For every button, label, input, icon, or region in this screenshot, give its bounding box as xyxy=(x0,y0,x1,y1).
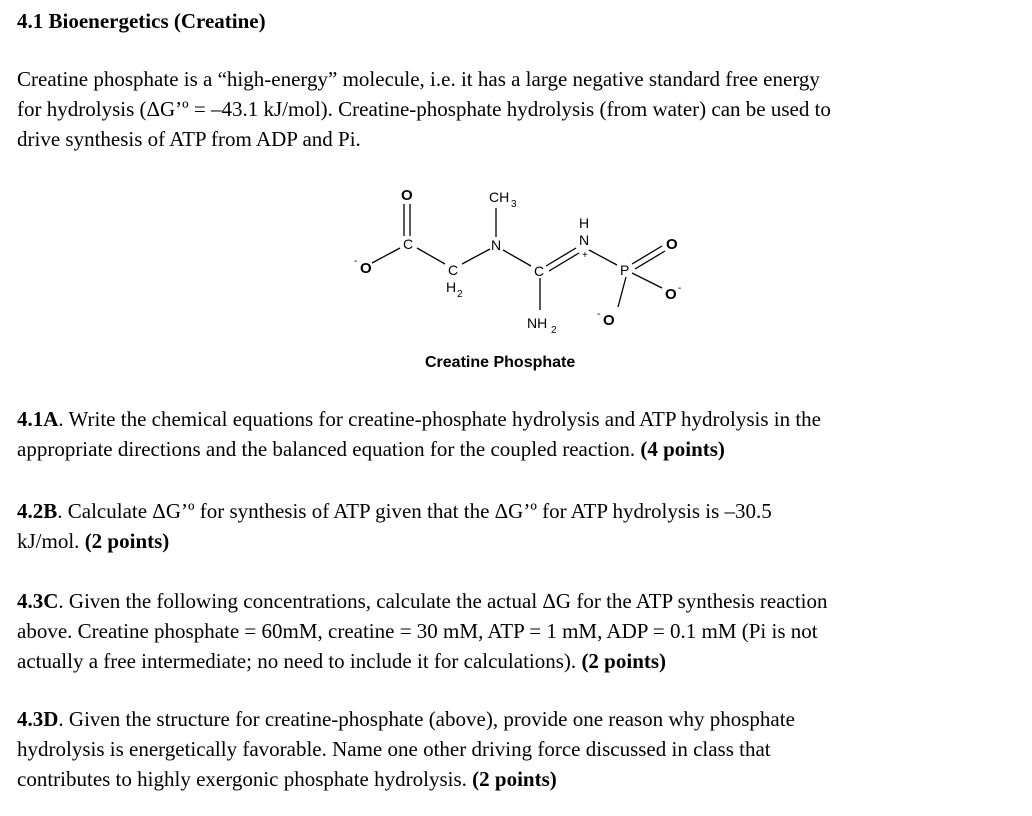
methyl-group: CH xyxy=(489,189,510,205)
question-d-line-2: hydrolysis is energetically favorable. Name one other driving force discussed in class that xyxy=(17,737,771,761)
phosphate-charge-bottom: - xyxy=(597,309,601,320)
question-a-label: 4.1A xyxy=(17,407,59,431)
question-a-points: (4 points) xyxy=(640,437,725,461)
question-c-text-3: actually a free intermediate; no need to include it for calculations). xyxy=(17,649,577,673)
intro-paragraph xyxy=(17,64,1027,154)
question-d-points: (2 points) xyxy=(472,767,557,791)
creatine-phosphate-structure xyxy=(330,180,710,375)
question-d-label: 4.3D xyxy=(17,707,59,731)
phosphate-oxygen-bottom: O xyxy=(603,312,615,329)
question-d-line-1 xyxy=(17,704,1027,734)
intro-line-2: for hydrolysis (ΔG’º = –43.1 kJ/mol). Creatine-phosphate hydrolysis (from water) can be used to xyxy=(17,97,831,121)
bond-ch2-n xyxy=(462,249,490,264)
question-a-text-1: . Write the chemical equations for creatine-phosphate hydrolysis and ATP hydrolysis in the xyxy=(58,407,821,431)
carbonyl-oxygen: O xyxy=(401,187,413,204)
question-c-line-3 xyxy=(17,646,1027,676)
question-c-line-2: above. Creatine phosphate = 60mM, creatine = 30 mM, ATP = 1 mM, ADP = 0.1 mM (Pi is not xyxy=(17,619,818,643)
question-4-3c xyxy=(17,586,1027,676)
imine-nitrogen: N xyxy=(579,232,590,248)
section-title: 4.1 Bioenergetics (Creatine) xyxy=(17,9,266,33)
question-b-line-2 xyxy=(17,526,1027,556)
question-4-2b xyxy=(17,496,1027,556)
question-c-points: (2 points) xyxy=(581,649,667,673)
bond-lines xyxy=(372,204,665,310)
bond-n-c xyxy=(503,250,531,266)
bond-n-p xyxy=(589,250,617,265)
question-c-line-1 xyxy=(17,586,1027,616)
methylene-carbon: C xyxy=(448,262,459,278)
methylene-subscript: 2 xyxy=(457,289,463,300)
imine-hydrogen: H xyxy=(579,215,590,231)
imine-charge: + xyxy=(582,250,588,261)
question-b-text-2: kJ/mol. xyxy=(17,529,80,553)
amino-group: NH xyxy=(527,315,548,331)
carbonyl-carbon: C xyxy=(403,236,414,252)
question-4-1a xyxy=(17,404,1027,464)
bond-p-o-right xyxy=(632,273,662,288)
phosphate-oxygen-right: O xyxy=(665,286,677,303)
methylene-hydrogen: H xyxy=(446,279,457,295)
phosphoryl-oxygen: O xyxy=(666,236,678,253)
question-c-text-1: . Given the following concentrations, calculate the actual ΔG for the ATP synthesis reaction xyxy=(58,589,828,613)
question-d-text-1: . Given the structure for creatine-phosphate (above), provide one reason why phosphate xyxy=(58,707,795,731)
phosphate-charge-right: - xyxy=(678,283,682,294)
bond-o-c xyxy=(372,248,400,263)
question-d-text-3: contributes to highly exergonic phosphate hydrolysis. xyxy=(17,767,467,791)
question-b-label: 4.2B xyxy=(17,499,58,523)
question-a-text-2: appropriate directions and the balanced equation for the coupled reaction. xyxy=(17,437,636,461)
question-b-text-1: . Calculate ΔG’º for synthesis of ATP given that the ΔG’º for ATP hydrolysis is –30.5 xyxy=(57,499,772,523)
intro-line-3: drive synthesis of ATP from ADP and Pi. xyxy=(17,127,361,151)
question-b-line-1 xyxy=(17,496,1027,526)
question-a-line-1 xyxy=(17,404,1027,434)
intro-line-1: Creatine phosphate is a “high-energy” molecule, i.e. it has a large negative standard free energy xyxy=(17,67,820,91)
question-4-3d xyxy=(17,704,1027,794)
methyl-subscript: 3 xyxy=(511,199,517,210)
structure-caption: Creatine Phosphate xyxy=(425,354,576,371)
amino-subscript: 2 xyxy=(551,325,557,336)
bond-p-o-bottom xyxy=(618,277,626,307)
carboxylate-oxygen: O xyxy=(360,260,372,277)
carboxylate-charge: - xyxy=(354,256,358,267)
amine-nitrogen: N xyxy=(491,237,502,253)
bond-c-ch2 xyxy=(417,248,445,264)
question-a-line-2 xyxy=(17,434,1027,464)
structure-diagram xyxy=(330,180,710,375)
guanidino-carbon: C xyxy=(534,263,545,279)
question-c-label: 4.3C xyxy=(17,589,59,613)
question-d-line-3 xyxy=(17,764,1027,794)
question-b-points: (2 points) xyxy=(84,529,170,553)
phosphorus-atom: P xyxy=(620,262,630,278)
